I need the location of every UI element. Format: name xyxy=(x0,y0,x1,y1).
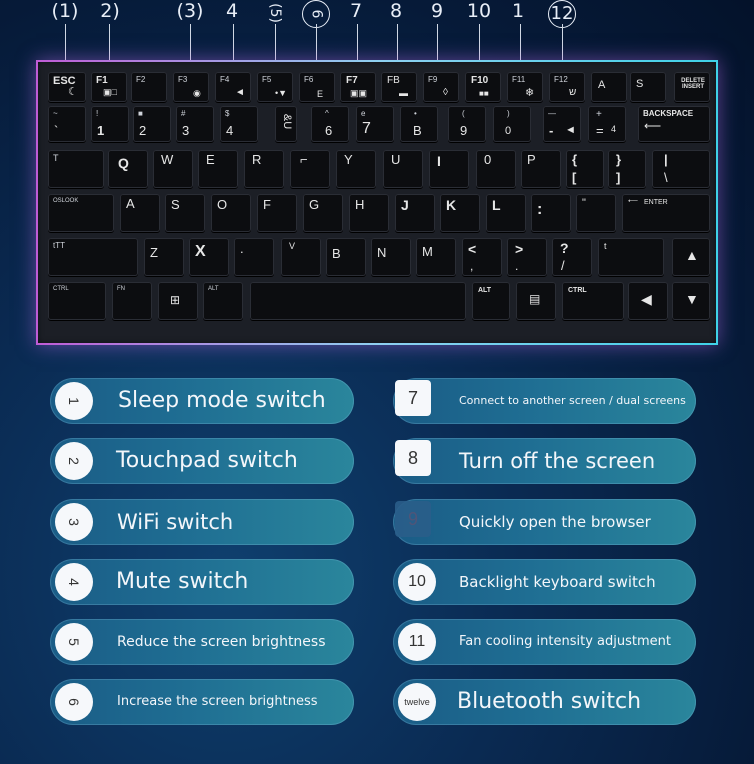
key-2-top: ■ xyxy=(138,109,143,118)
key-g-label: G xyxy=(309,197,320,212)
badge-4 xyxy=(55,563,93,601)
key-period-top: > xyxy=(515,241,524,257)
badge-1 xyxy=(55,382,93,420)
badge-2-text: 2 xyxy=(65,457,82,465)
key-f2[interactable] xyxy=(131,72,167,102)
backlight-icon: ■■ xyxy=(479,89,489,98)
badge-3-text: 3 xyxy=(65,518,82,526)
key-bracket-left-bottom: [ xyxy=(572,170,577,185)
key-period[interactable] xyxy=(507,238,547,276)
badge-2 xyxy=(55,442,93,480)
function-item-5 xyxy=(50,619,354,665)
callout-11: 1 xyxy=(511,0,525,22)
key-f9-label: F9 xyxy=(428,75,438,84)
key-ctrl-right[interactable] xyxy=(562,282,624,320)
badge-6 xyxy=(55,683,93,721)
leader-line xyxy=(520,24,521,64)
key-shift-left-label: tTT xyxy=(53,241,65,250)
wifi-icon: ◉ xyxy=(193,88,201,98)
function-item-6 xyxy=(50,679,354,725)
badge-12: twelve xyxy=(398,683,436,721)
key-quote-label: " xyxy=(582,197,586,209)
key-f8[interactable] xyxy=(381,72,417,102)
badge-9: 9 xyxy=(395,501,431,537)
fan-icon: ❄ xyxy=(525,87,535,99)
key-e[interactable] xyxy=(198,150,238,188)
key-f4[interactable] xyxy=(215,72,251,102)
key-arrow-down[interactable] xyxy=(672,282,710,320)
function-label-8: Turn off the screen xyxy=(459,449,656,473)
key-minus-top: — xyxy=(548,109,556,118)
key-c-label: . xyxy=(240,241,244,256)
key-semicolon-label: : xyxy=(537,201,543,218)
key-h[interactable] xyxy=(349,194,389,232)
key-f10-label: F10 xyxy=(471,75,489,86)
key-d[interactable] xyxy=(211,194,251,232)
function-label-1: Sleep mode switch xyxy=(118,388,326,413)
key-alt-left-label: ALT xyxy=(208,286,219,292)
key-backspace-label: BACKSPACE xyxy=(643,109,694,118)
key-j[interactable] xyxy=(395,194,435,232)
function-label-10: Backlight keyboard switch xyxy=(459,573,656,591)
key-f12-label: F12 xyxy=(554,75,568,84)
key-o[interactable] xyxy=(476,150,516,188)
brightness-up-icon: E xyxy=(317,89,324,99)
key-bracket-left-top: { xyxy=(572,152,578,167)
key-plus-extra: 4 xyxy=(611,124,617,134)
key-f[interactable] xyxy=(257,194,297,232)
key-i[interactable] xyxy=(429,150,469,188)
key-tab-label: T xyxy=(53,153,59,163)
key-o-label: 0 xyxy=(484,152,492,167)
key-f8-label: FB xyxy=(387,75,400,86)
key-q[interactable] xyxy=(108,150,148,188)
key-tilde-top: ~ xyxy=(53,109,58,118)
key-4-top: $ xyxy=(225,109,230,118)
key-w[interactable] xyxy=(153,150,193,188)
badge-10: 10 xyxy=(398,563,436,601)
badge-11: 11 xyxy=(398,623,436,661)
key-esc[interactable] xyxy=(48,72,86,102)
key-backslash[interactable] xyxy=(652,150,710,188)
key-c[interactable] xyxy=(234,238,274,276)
key-5-label: &U xyxy=(281,113,294,130)
key-f9[interactable] xyxy=(423,72,459,102)
key-f6-label: F6 xyxy=(304,75,314,84)
callout-9: 9 xyxy=(430,0,444,22)
key-s-top[interactable] xyxy=(630,72,666,102)
callout-1: (1) xyxy=(51,0,79,22)
arrow-left-key-icon: ◀ xyxy=(641,291,652,307)
key-f10[interactable] xyxy=(465,72,501,102)
function-item-8 xyxy=(393,438,696,484)
key-shift-left[interactable] xyxy=(48,238,138,276)
key-arrow-left[interactable] xyxy=(628,282,668,320)
key-9-bottom: 9 xyxy=(460,123,468,138)
key-comma-bottom: , xyxy=(470,259,474,273)
key-s[interactable] xyxy=(165,194,205,232)
brightness-down-icon: •▼ xyxy=(275,88,288,98)
key-2-bottom: 2 xyxy=(139,123,147,138)
key-p[interactable] xyxy=(521,150,561,188)
key-space[interactable] xyxy=(250,282,466,320)
key-f2-label: F2 xyxy=(136,75,146,84)
key-minus[interactable] xyxy=(543,106,581,142)
key-ctrl-left-label: CTRL xyxy=(53,286,69,292)
key-comma[interactable] xyxy=(462,238,502,276)
function-label-12: Bluetooth switch xyxy=(457,689,642,714)
key-y[interactable] xyxy=(336,150,376,188)
callout-5-text: (5) xyxy=(267,3,283,23)
key-f5-label: F5 xyxy=(262,75,272,84)
key-n[interactable] xyxy=(371,238,411,276)
function-label-5: Reduce the screen brightness xyxy=(117,634,326,650)
key-p-label: P xyxy=(527,152,536,167)
key-9[interactable] xyxy=(448,106,486,142)
key-slash-bottom: / xyxy=(561,258,565,273)
callout-4: 4 xyxy=(225,0,239,22)
key-6-bottom: 6 xyxy=(325,123,333,138)
key-b[interactable] xyxy=(326,238,366,276)
key-y-label: Y xyxy=(344,152,353,167)
key-f6[interactable] xyxy=(299,72,335,102)
key-a-top-label: A xyxy=(598,79,606,91)
key-r[interactable] xyxy=(244,150,284,188)
function-label-2: Touchpad switch xyxy=(116,448,298,473)
key-v-label: V xyxy=(289,241,296,251)
badge-5-text: 5 xyxy=(65,638,82,646)
key-3-bottom: 3 xyxy=(182,123,190,138)
key-2[interactable] xyxy=(133,106,171,142)
key-bracket-right-bottom: ] xyxy=(616,170,621,185)
key-0-bottom: 0 xyxy=(505,125,512,137)
key-alt-left[interactable] xyxy=(203,282,243,320)
leader-line xyxy=(357,24,358,64)
callout-8: 8 xyxy=(389,0,403,22)
key-r-label: R xyxy=(252,152,262,167)
moon-icon: ☾ xyxy=(68,86,78,98)
key-8[interactable] xyxy=(400,106,438,142)
callout-12-text: 12 xyxy=(548,0,576,28)
key-f12[interactable] xyxy=(549,72,585,102)
key-k[interactable] xyxy=(440,194,480,232)
key-q-label: Q xyxy=(118,155,129,171)
key-quote[interactable] xyxy=(576,194,616,232)
key-v[interactable] xyxy=(281,238,321,276)
key-u-label: U xyxy=(391,152,401,167)
enter-arrow-icon: ⟵ xyxy=(628,198,639,205)
key-i-label: I xyxy=(437,153,441,169)
key-l-label: L xyxy=(492,197,501,213)
key-f11-label: F11 xyxy=(512,75,526,84)
badge-8: 8 xyxy=(395,440,431,476)
key-7-bottom: 7 xyxy=(362,120,371,137)
menu-icon: ▤ xyxy=(529,292,541,306)
key-win[interactable] xyxy=(158,282,198,320)
key-z[interactable] xyxy=(144,238,184,276)
badge-6-text: 6 xyxy=(65,698,82,706)
key-8-bottom: B xyxy=(413,123,422,138)
badge-4-text: 4 xyxy=(65,578,82,586)
key-comma-top: < xyxy=(468,241,477,257)
function-label-9: Quickly open the browser xyxy=(459,513,651,531)
key-s-label: S xyxy=(171,197,180,212)
key-caps[interactable] xyxy=(48,194,114,232)
bluetooth-icon: ש xyxy=(569,87,577,98)
screen-off-icon: ▬ xyxy=(399,88,408,98)
key-0-top: ) xyxy=(507,109,510,118)
key-alt-right-label: ALT xyxy=(478,287,492,294)
key-1[interactable] xyxy=(91,106,129,142)
key-f1[interactable] xyxy=(91,72,127,102)
key-backspace[interactable] xyxy=(638,106,710,142)
key-f11[interactable] xyxy=(507,72,543,102)
key-delete[interactable] xyxy=(674,72,710,102)
key-bracket-right-top: } xyxy=(616,152,622,167)
keyboard xyxy=(36,60,718,345)
leader-line xyxy=(190,24,191,64)
key-shift-right-label: t xyxy=(604,241,607,251)
key-bracket-right[interactable] xyxy=(608,150,646,188)
arrow-left-icon: ⟵ xyxy=(644,119,662,133)
key-x-label: X xyxy=(195,243,206,260)
function-label-3: WiFi switch xyxy=(117,510,234,534)
key-plus-top: + xyxy=(596,109,602,120)
leader-line xyxy=(65,24,66,64)
arrow-up-icon: ▲ xyxy=(685,247,699,263)
badge-3 xyxy=(55,503,93,541)
function-item-12 xyxy=(393,679,696,725)
key-f7-label: F7 xyxy=(346,75,358,86)
key-u[interactable] xyxy=(383,150,423,188)
leader-line xyxy=(437,24,438,64)
key-plus[interactable] xyxy=(588,106,626,142)
key-arrow-up[interactable] xyxy=(672,238,710,276)
function-item-4 xyxy=(50,559,354,605)
key-a[interactable] xyxy=(120,194,160,232)
callout-2: 2) xyxy=(100,0,120,22)
key-s-top-label: S xyxy=(636,78,644,90)
leader-line xyxy=(109,24,110,64)
key-l[interactable] xyxy=(486,194,526,232)
key-f5[interactable] xyxy=(257,72,293,102)
browser-icon: ◊ xyxy=(443,87,448,98)
key-3-top: # xyxy=(181,109,186,118)
arrow-down-icon: ▼ xyxy=(685,291,699,307)
key-g[interactable] xyxy=(303,194,343,232)
key-w-label: W xyxy=(161,152,174,167)
key-f4-label: F4 xyxy=(220,75,230,84)
callout-6-text: 6 xyxy=(307,9,324,19)
key-f3-label: F3 xyxy=(178,75,188,84)
key-tilde-bottom: ` xyxy=(54,123,59,138)
key-semicolon[interactable] xyxy=(531,194,571,232)
leader-line xyxy=(275,24,276,64)
key-8-top: • xyxy=(414,109,417,118)
key-9-top: ( xyxy=(462,109,465,118)
windows-icon: ⊞ xyxy=(170,293,181,307)
key-7-top: e xyxy=(361,109,366,118)
key-n-label: N xyxy=(377,245,387,260)
key-6-top: ^ xyxy=(325,109,329,118)
function-item-10 xyxy=(393,559,696,605)
key-5[interactable] xyxy=(275,106,297,142)
key-backslash-top: | xyxy=(664,152,668,167)
function-item-2 xyxy=(50,438,354,484)
key-6[interactable] xyxy=(311,106,349,142)
function-item-7 xyxy=(393,378,696,424)
key-enter-label: ENTER xyxy=(644,199,668,206)
key-1-top: ! xyxy=(96,109,99,118)
leader-line xyxy=(316,24,317,64)
key-d-label: O xyxy=(217,197,228,212)
key-4-bottom: 4 xyxy=(226,123,234,138)
key-4[interactable] xyxy=(220,106,258,142)
key-menu[interactable] xyxy=(516,282,556,320)
key-a-label: A xyxy=(126,196,135,211)
key-m-label: M xyxy=(422,244,433,259)
leader-line xyxy=(233,24,234,64)
key-fn[interactable] xyxy=(112,282,152,320)
callout-7: 7 xyxy=(349,0,363,22)
key-k-label: K xyxy=(446,197,457,213)
key-period-bottom: . xyxy=(515,259,519,273)
key-ctrl-right-label: CTRL xyxy=(568,287,587,294)
leader-line xyxy=(479,24,480,64)
badge-5 xyxy=(55,623,93,661)
callout-5 xyxy=(265,0,285,24)
key-esc-label: ESC xyxy=(53,75,76,87)
function-item-1 xyxy=(50,378,354,424)
function-label-11: Fan cooling intensity adjustment xyxy=(459,634,671,649)
key-f-label: F xyxy=(263,197,271,212)
key-0[interactable] xyxy=(493,106,531,142)
key-tab[interactable] xyxy=(48,150,104,188)
key-x[interactable] xyxy=(189,238,229,276)
key-b-label: B xyxy=(332,246,341,261)
key-enter[interactable] xyxy=(622,194,710,232)
badge-7: 7 xyxy=(395,380,431,416)
key-e-label: E xyxy=(206,152,215,167)
key-plus-bottom: = xyxy=(596,123,604,138)
key-caps-label: OSLOOK xyxy=(53,198,79,204)
key-backslash-bottom: \ xyxy=(664,170,668,185)
key-t-label: ⌐ xyxy=(300,152,308,167)
key-tilde[interactable] xyxy=(48,106,86,142)
key-delete-label: DELETE INSERT xyxy=(681,78,705,90)
key-a-top[interactable] xyxy=(591,72,627,102)
function-label-6: Increase the screen brightness xyxy=(117,694,318,709)
mute-icon: ◄ xyxy=(235,87,245,98)
key-alt-right[interactable] xyxy=(472,282,510,320)
leader-line xyxy=(397,24,398,64)
dual-screen-icon: ▣▣ xyxy=(350,88,368,98)
key-fn-label: FN xyxy=(117,286,125,292)
leader-line xyxy=(562,24,563,64)
key-f3[interactable] xyxy=(173,72,209,102)
key-minus-bottom: - xyxy=(549,123,554,138)
key-slash-top: ? xyxy=(560,240,569,256)
function-label-7: Connect to another screen / dual screens xyxy=(459,394,686,407)
callout-3: (3) xyxy=(176,0,204,22)
key-m[interactable] xyxy=(416,238,456,276)
function-item-3 xyxy=(50,499,354,545)
key-7[interactable] xyxy=(356,106,394,142)
key-t[interactable] xyxy=(290,150,330,188)
key-j-label: J xyxy=(401,197,409,213)
key-ctrl-left[interactable] xyxy=(48,282,106,320)
key-f1-label: F1 xyxy=(96,75,108,86)
key-shift-right[interactable] xyxy=(598,238,664,276)
key-bracket-left[interactable] xyxy=(566,150,604,188)
key-3[interactable] xyxy=(176,106,214,142)
key-z-label: Z xyxy=(150,245,158,260)
key-f7[interactable] xyxy=(340,72,376,102)
function-label-4: Mute switch xyxy=(116,569,249,594)
callout-10: 10 xyxy=(466,0,492,22)
function-item-9 xyxy=(393,499,696,545)
badge-1-text: 1 xyxy=(65,397,82,405)
touchpad-icon: ▣□ xyxy=(103,87,117,97)
key-slash[interactable] xyxy=(552,238,592,276)
key-1-bottom: 1 xyxy=(97,123,105,138)
volume-icon: ◄ xyxy=(565,124,576,136)
function-item-11 xyxy=(393,619,696,665)
key-h-label: H xyxy=(355,197,365,212)
